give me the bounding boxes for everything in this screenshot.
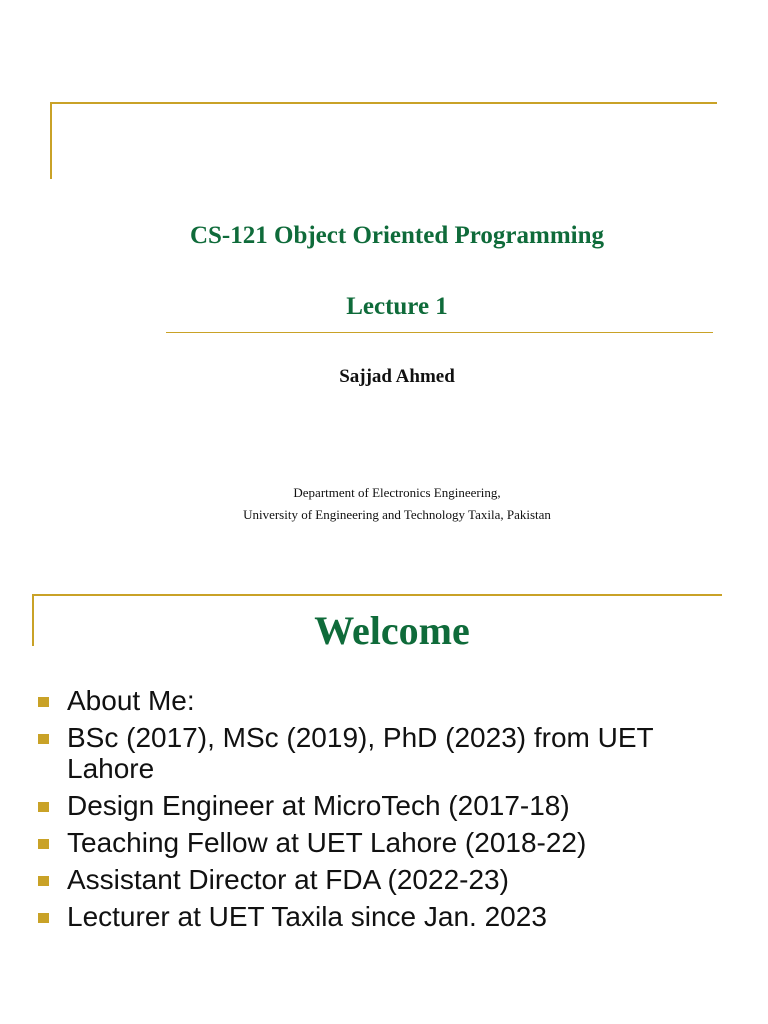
bullet-square-icon — [38, 839, 49, 849]
bullet-square-icon — [38, 697, 49, 707]
welcome-title: Welcome — [314, 608, 470, 653]
bullet-square-icon — [38, 802, 49, 812]
list-item — [38, 685, 738, 716]
bullet-square-icon — [38, 734, 49, 744]
bullet-text: Teaching Fellow at UET Lahore (2018-22) — [67, 827, 587, 858]
bullet-square-icon — [38, 913, 49, 923]
bullet-text: About Me: — [67, 685, 195, 716]
welcome-slide — [0, 590, 768, 1024]
slide-frame-top-line — [32, 594, 722, 596]
about-me-list — [38, 685, 738, 938]
bullet-text: Design Engineer at MicroTech (2017-18) — [67, 790, 570, 821]
bullet-text: Lecturer at UET Taxila since Jan. 2023 — [67, 901, 547, 932]
title-divider — [166, 332, 713, 333]
list-item — [38, 790, 738, 821]
list-item — [38, 827, 738, 858]
list-item — [38, 901, 738, 932]
bullet-text: BSc (2017), MSc (2019), PhD (2023) from UET Lahore — [67, 722, 654, 784]
lecture-title: Lecture 1 — [346, 293, 448, 320]
list-item — [38, 722, 738, 784]
university-text: University of Engineering and Technology Taxila, Pakistan — [243, 507, 551, 522]
course-title: CS-121 Object Oriented Programming — [189, 222, 605, 249]
slide-frame-top-line — [50, 102, 717, 104]
department-text: Department of Electronics Engineering, — [293, 485, 501, 500]
list-item — [38, 864, 738, 895]
bullet-text: Assistant Director at FDA (2022-23) — [67, 864, 509, 895]
slide-frame-left-line — [50, 102, 52, 179]
author-name: Sajjad Ahmed — [339, 366, 455, 387]
bullet-square-icon — [38, 876, 49, 886]
